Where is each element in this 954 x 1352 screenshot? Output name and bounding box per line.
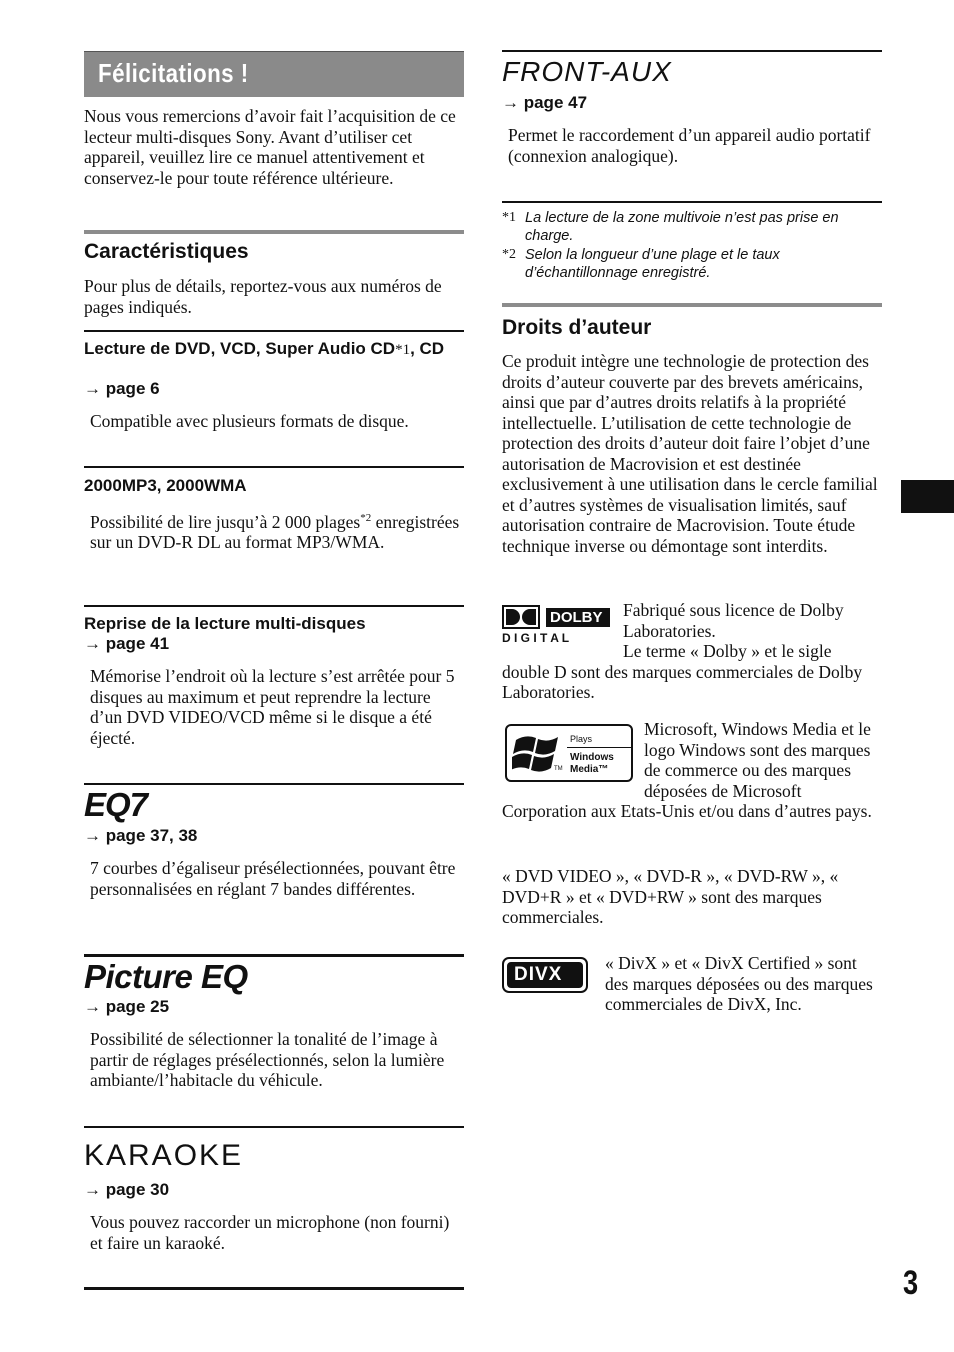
feature-title-mp3: 2000MP3, 2000WMA [84,476,247,495]
intro-title: Félicitations ! [98,58,249,88]
feature-page-front-aux: → page 47 [502,93,588,112]
windows-media-logo: TM Plays Windows Media™ [505,724,633,782]
divx-text: « DivX » et « DivX Certified » sont des marques déposées ou des marques commerciales de DivX, Inc. [605,953,873,1014]
dvd-text: « DVD VIDEO », « DVD-R », « DVD-RW », « DVD+R » et « DVD+RW » sont des marques commerciales. [502,866,839,927]
front-aux-logo: FRONT-AUX [502,56,672,87]
divider [84,1126,464,1128]
feature-title-dvd: Lecture de DVD, VCD, Super Audio CD*1, CD [84,339,445,358]
copyright-text: Ce produit intègre une technologie de protection des droits d’auteur couverte par des brevets américains, ainsi que par d’autres droits relatifs à la propriété intellectuelle. L’utilisation de cette technologie de protection des droits d’auteur doit faire l’objet d’une autorisation de Macrovision et est destinée exclusivement à une utilisation dans le cercle familial et d’autres systèmes de visualisation limités, sauf autorisation contraire de Macrovision. Toute étude technique inverse ou démontage sont interdits. [502,351,878,556]
divider [84,783,464,785]
feature-text-mp3: Possibilité de lire jusqu’à 2 000 plages$^{*2}$ enregistrées sur un DVD-R DL au format MP3/WMA. [90,511,460,553]
divider [84,1287,464,1290]
feature-text-karaoke: Vous pouvez raccorder un microphone (non fourni) et faire un karaoké. [90,1212,450,1253]
feature-text-resume: Mémorise l’endroit où la lecture s’est arrêtée pour 5 disques au maximum et peut reprendre la lecture d’un DVD VIDEO/VCD même si le disque a été éjecté. [90,666,455,748]
divider [84,230,464,234]
divx-logo: DIVX [502,957,588,993]
divider [84,605,464,607]
features-heading: Caractéristiques [84,240,249,263]
features-text: Pour plus de détails, reportez-vous aux numéros de pages indiqués. [84,276,442,317]
divider [84,954,464,957]
footnote-2: *2 Selon la longueur d’une plage et le taux d’échantillonnage enregistré. [502,247,780,281]
feature-page-karaoke: → page 30 [84,1180,170,1199]
divider [502,201,882,203]
divider [84,466,464,468]
feature-page-eq7: → page 37, 38 [84,826,198,845]
karaoke-logo: KARAOKE [84,1139,244,1172]
dolby-digital-logo: DOLBY D I G I T A L [502,604,614,646]
footnote-1: *1 La lecture de la zone multivoie n’est pas prise en charge. [502,210,839,244]
feature-text-eq7: 7 courbes d’égaliseur présélectionnées, pouvant être personnalisées en réglant 7 bandes différentes. [90,858,456,899]
eq7-logo: EQ7 [84,786,148,823]
dolby-text-a: Fabriqué sous licence de Dolby Laboratories. [623,600,844,641]
page-number: 3 [903,1264,919,1302]
feature-page-picture-eq: → page 25 [84,997,170,1016]
feature-text-picture-eq: Possibilité de sélectionner la tonalité de l’image à partir de réglages présélectionnés, selon la lumière ambiante/l’habitacle du véhicule. [90,1029,445,1090]
feature-page-resume: → page 41 [84,634,170,653]
copyright-heading: Droits d’auteur [502,316,652,339]
feature-text-dvd: Compatible avec plusieurs formats de disque. [90,411,409,431]
intro-banner [84,51,464,97]
windows-text: Microsoft, Windows Media et le logo Windows sont des marques de commerce ou des marques déposées de Microsoft Corporation aux Etats-Unis et/ou dans d’autres pays. [502,719,872,821]
divider [84,330,464,332]
feature-text-front-aux: Permet le raccordement d’un appareil audio portatif (connexion analogique). [508,125,871,166]
divider [502,303,882,307]
intro-text: Nous vous remercions d’avoir fait l’acquisition de ce lecteur multi-disques Sony. Avant d’utiliser cet appareil, veuillez lire ce manuel attentivement et conservez-le pour toute référence ultérieure. [84,106,456,188]
feature-page-dvd: → page 6 [84,379,160,398]
picture-eq-logo: Picture EQ [84,958,248,995]
divider [502,50,882,52]
section-tab-marker [901,480,954,513]
feature-title-resume: Reprise de la lecture multi-disques [84,614,366,633]
dolby-text-b: Le terme « Dolby » et le sigle double D sont des marques commerciales de Dolby Laboratories. [502,641,863,702]
